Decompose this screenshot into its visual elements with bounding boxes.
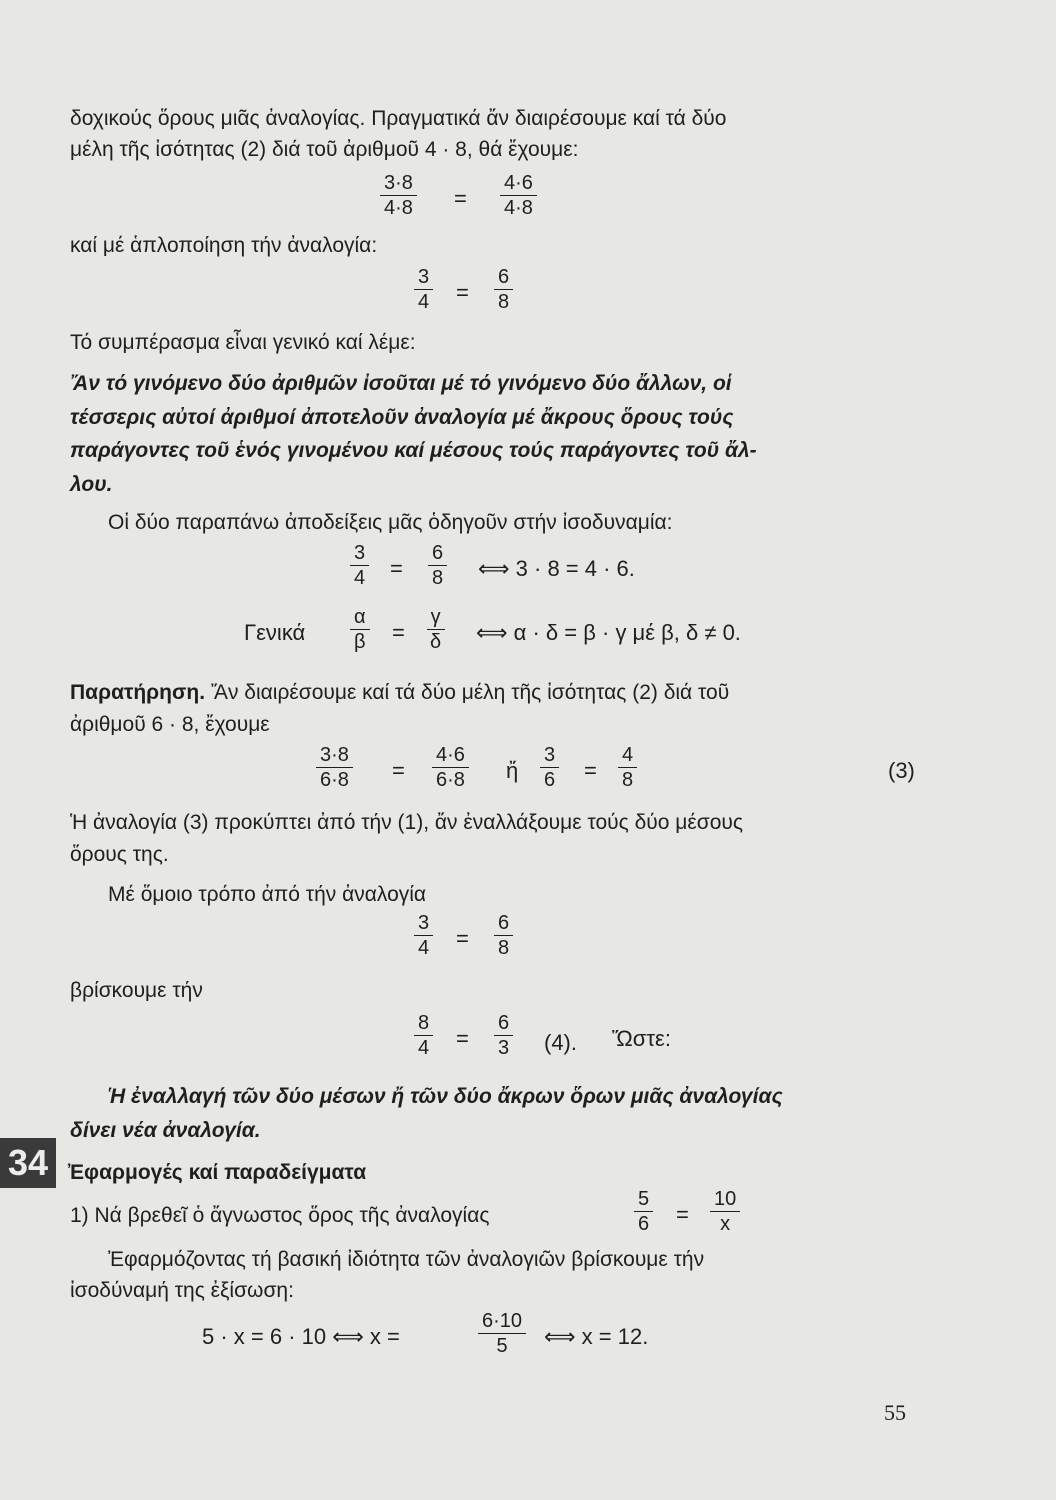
denominator: 4·8 <box>384 197 413 219</box>
paragraph-line: ἀριθμοῦ 6 · 8, ἔχουμε <box>70 713 270 736</box>
equals-sign: = <box>456 1026 469 1051</box>
numerator: 6 <box>494 266 513 290</box>
denominator: 8 <box>498 937 510 959</box>
numerator: γ <box>427 606 445 630</box>
denominator: 6 <box>638 1213 650 1235</box>
section-number-badge: 34 <box>0 1138 56 1188</box>
equivalence-expression: ⟺ α · δ = β · γ μέ β, δ ≠ 0. <box>476 620 741 645</box>
numerator: 5 <box>634 1188 653 1212</box>
section-title: Ἐφαρμογές καί παραδείγματα <box>68 1161 367 1184</box>
paragraph-line: ἰσοδύναμή της ἐξίσωση: <box>70 1279 294 1302</box>
equation-left: 5 · x = 6 · 10 ⟺ x = <box>202 1324 400 1349</box>
numerator: 4 <box>618 744 637 768</box>
rule-line: λου. <box>70 473 113 496</box>
rule-line: Ἡ ἐναλλαγή τῶν δύο μέσων ἤ τῶν δύο ἄκρων ὅρων μιᾶς ἀναλογίας <box>108 1085 783 1108</box>
equals-sign: = <box>456 926 469 951</box>
denominator: 4 <box>418 1037 430 1059</box>
numerator: 3 <box>414 912 433 936</box>
fraction <box>540 744 559 791</box>
denominator: 3 <box>498 1037 510 1059</box>
paragraph-line: Τό συμπέρασμα εἶναι γενικό καί λέμε: <box>70 331 416 354</box>
equals-sign: = <box>456 280 469 305</box>
rule-line: Ἄν τό γινόμενο δύο ἀριθμῶν ἰσοῦται μέ τό γινόμενο δύο ἄλλων, οἱ <box>70 372 732 395</box>
denominator: δ <box>430 631 442 653</box>
therefore-word: Ὥστε: <box>612 1026 671 1051</box>
denominator: 5 <box>496 1335 508 1357</box>
fraction <box>414 912 433 959</box>
fraction <box>350 606 370 653</box>
numerator: 4·6 <box>432 744 469 768</box>
fraction <box>500 172 537 219</box>
page-number: 55 <box>884 1400 906 1425</box>
numerator: 6 <box>428 542 447 566</box>
paragraph-line: μέλη τῆς ἰσότητας (2) διά τοῦ ἀριθμοῦ 4 · 8, θά ἔχουμε: <box>70 138 579 161</box>
fraction <box>432 744 469 791</box>
equals-sign: = <box>392 620 405 645</box>
denominator: 6 <box>544 769 556 791</box>
equals-sign: = <box>676 1202 689 1227</box>
fraction <box>618 744 637 791</box>
numerator: 6·10 <box>478 1310 526 1334</box>
numerator: 4·6 <box>500 172 537 196</box>
equals-sign: = <box>392 758 405 783</box>
fraction <box>380 172 417 219</box>
paragraph-line: Ἡ ἀναλογία (3) προκύπτει ἀπό τήν (1), ἄν ἐναλλάξουμε τούς δύο μέσους <box>70 811 743 834</box>
equals-sign: = <box>454 186 467 211</box>
denominator: β <box>354 631 366 653</box>
paragraph-line: δοχικούς ὅρους μιᾶς ἀναλογίας. Πραγματικά ἄν διαιρέσουμε καί τά δύο <box>70 107 727 130</box>
fraction <box>414 1012 433 1059</box>
equation-right: ⟺ x = 12. <box>544 1324 649 1349</box>
fraction <box>478 1310 526 1357</box>
paragraph-line: ὅρους της. <box>70 843 169 866</box>
paragraph-line: Μέ ὅμοιο τρόπο ἀπό τήν ἀναλογία <box>108 883 427 906</box>
rule-line: παράγοντες τοῦ ἑνός γινομένου καί μέσους τούς παράγοντες τοῦ ἄλ- <box>70 439 757 462</box>
numerator: 3 <box>540 744 559 768</box>
denominator: x <box>720 1213 731 1235</box>
fraction <box>710 1188 740 1235</box>
fraction <box>428 542 447 589</box>
equation-tag: (4). <box>544 1030 577 1055</box>
fraction <box>494 266 513 313</box>
remark-line <box>70 680 729 706</box>
fraction <box>316 744 353 791</box>
numerator: 3 <box>414 266 433 290</box>
fraction <box>494 1012 513 1059</box>
equals-sign: = <box>584 758 597 783</box>
numerator: α <box>350 606 370 630</box>
numerator: 10 <box>710 1188 740 1212</box>
remark-text: Ἄν διαιρέσουμε καί τά δύο μέλη τῆς ἰσότητας (2) διά τοῦ <box>205 681 730 704</box>
denominator: 8 <box>432 567 444 589</box>
numerator: 3·8 <box>380 172 417 196</box>
remark-title: Παρατήρηση. <box>70 681 206 704</box>
numerator: 3 <box>350 542 369 566</box>
paragraph-line: βρίσκουμε τήν <box>70 979 203 1002</box>
denominator: 4 <box>418 937 430 959</box>
denominator: 8 <box>622 769 634 791</box>
denominator: 6·8 <box>320 769 349 791</box>
fraction <box>426 606 445 653</box>
fraction <box>350 542 369 589</box>
denominator: 8 <box>498 291 510 313</box>
numerator: 8 <box>414 1012 433 1036</box>
or-word: ἤ <box>506 758 519 783</box>
example-text: 1) Νά βρεθεῖ ὁ ἄγνωστος ὅρος τῆς ἀναλογίας <box>70 1204 490 1227</box>
numerator: 3·8 <box>316 744 353 768</box>
denominator: 6·8 <box>436 769 465 791</box>
rule-line: δίνει νέα ἀναλογία. <box>70 1119 261 1142</box>
denominator: 4 <box>418 291 430 313</box>
generally-label: Γενικά <box>244 620 306 645</box>
paragraph-line: Ἐφαρμόζοντας τή βασική ἰδιότητα τῶν ἀναλογιῶν βρίσκουμε τήν <box>108 1248 705 1271</box>
rule-line: τέσσερις αὐτοί ἀριθμοί ἀποτελοῦν ἀναλογία μέ ἄκρους ὅρους τούς <box>70 406 734 429</box>
denominator: 4·8 <box>504 197 533 219</box>
fraction <box>634 1188 653 1235</box>
equals-sign: = <box>390 556 403 581</box>
fraction <box>414 266 433 313</box>
numerator: 6 <box>494 912 513 936</box>
equivalence-expression: ⟺ 3 · 8 = 4 · 6. <box>478 556 635 581</box>
equation-tag: (3) <box>888 758 915 783</box>
paragraph-line: καί μέ ἁπλοποίηση τήν ἀναλογία: <box>70 234 378 257</box>
denominator: 4 <box>354 567 366 589</box>
fraction <box>494 912 513 959</box>
numerator: 6 <box>494 1012 513 1036</box>
paragraph-line: Οἱ δύο παραπάνω ἀποδείξεις μᾶς ὁδηγοῦν στήν ἰσοδυναμία: <box>108 511 673 534</box>
